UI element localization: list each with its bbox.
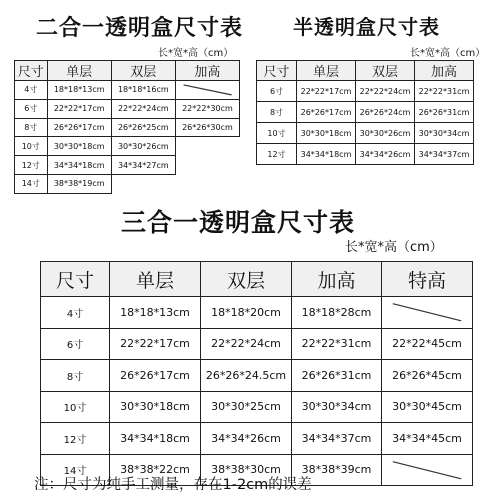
- table3-header-3: 加高: [292, 262, 382, 297]
- dimension-cell: [175, 156, 239, 175]
- table2-body: [257, 81, 474, 165]
- dimension-cell: 30*30*45cm: [382, 391, 473, 423]
- dimension-cell: 34*34*37cm: [415, 144, 474, 165]
- table3-header-0: 尺寸: [41, 262, 110, 297]
- dimension-cell: 22*22*17cm: [110, 328, 201, 360]
- empty-slash-cell: [382, 297, 473, 329]
- table2-header-0: 尺寸: [257, 61, 297, 81]
- dimension-cell: 22*22*31cm: [415, 81, 474, 102]
- dimension-cell: 26*26*45cm: [382, 360, 473, 392]
- dimension-cell: 26*26*24.5cm: [201, 360, 292, 392]
- dimension-cell: 26*26*30cm: [175, 118, 239, 137]
- size-cell: 6寸: [41, 328, 110, 360]
- dimension-cell: [175, 174, 239, 193]
- dimension-cell: 30*30*34cm: [415, 123, 474, 144]
- table2-title: 半透明盒尺寸表: [293, 15, 440, 39]
- size-cell: 6寸: [15, 99, 48, 118]
- dimension-cell: 22*22*30cm: [175, 99, 239, 118]
- size-cell: 4寸: [41, 297, 110, 329]
- table3: [40, 261, 473, 486]
- table-row: [15, 137, 240, 156]
- size-cell: 14寸: [41, 454, 110, 486]
- table3-unit: 长*宽*高（cm）: [345, 240, 443, 255]
- table-row: [257, 102, 474, 123]
- dimension-cell: [111, 174, 175, 193]
- dimension-cell: 34*34*18cm: [297, 144, 356, 165]
- size-cell: 12寸: [15, 156, 48, 175]
- dimension-cell: 26*26*17cm: [297, 102, 356, 123]
- table3-header-2: 双层: [201, 262, 292, 297]
- table2-header-1: 单层: [297, 61, 356, 81]
- table3-title: 三合一透明盒尺寸表: [121, 208, 356, 237]
- dimension-cell: 30*30*25cm: [201, 391, 292, 423]
- table2-header-2: 双层: [356, 61, 415, 81]
- dimension-cell: 34*34*18cm: [47, 156, 111, 175]
- table-row: [15, 81, 240, 100]
- size-cell: 10寸: [15, 137, 48, 156]
- table-row: [41, 423, 473, 455]
- empty-slash-cell: [382, 454, 473, 486]
- table3-header-1: 单层: [110, 262, 201, 297]
- dimension-cell: 38*38*39cm: [292, 454, 382, 486]
- diagonal-slash: [382, 297, 472, 328]
- table-row: [41, 391, 473, 423]
- table1-header-2: 双层: [111, 61, 175, 81]
- table-row: [15, 99, 240, 118]
- table1-header-0: 尺寸: [15, 61, 48, 81]
- table2-unit: 长*宽*高（cm）: [410, 48, 486, 59]
- size-cell: 8寸: [41, 360, 110, 392]
- table1: [14, 60, 240, 194]
- dimension-cell: 38*38*22cm: [110, 454, 201, 486]
- dimension-cell: 22*22*17cm: [47, 99, 111, 118]
- dimension-cell: 22*22*45cm: [382, 328, 473, 360]
- table-row: [257, 81, 474, 102]
- dimension-cell: 34*34*27cm: [111, 156, 175, 175]
- dimension-cell: 30*30*18cm: [297, 123, 356, 144]
- dimension-cell: 22*22*24cm: [111, 99, 175, 118]
- size-cell: 14寸: [15, 174, 48, 193]
- dimension-cell: [175, 137, 239, 156]
- dimension-cell: 34*34*26cm: [201, 423, 292, 455]
- dimension-cell: 26*26*31cm: [415, 102, 474, 123]
- dimension-cell: 26*26*17cm: [110, 360, 201, 392]
- dimension-cell: 34*34*37cm: [292, 423, 382, 455]
- dimension-cell: 38*38*19cm: [47, 174, 111, 193]
- table3-header-4: 特高: [382, 262, 473, 297]
- dimension-cell: 30*30*34cm: [292, 391, 382, 423]
- dimension-cell: 30*30*18cm: [110, 391, 201, 423]
- size-cell: 12寸: [41, 423, 110, 455]
- dimension-cell: 22*22*24cm: [356, 81, 415, 102]
- size-cell: 10寸: [41, 391, 110, 423]
- table1-body: [15, 81, 240, 194]
- dimension-cell: 26*26*17cm: [47, 118, 111, 137]
- dimension-cell: 18*18*28cm: [292, 297, 382, 329]
- table2: [256, 60, 474, 165]
- table-row: [257, 123, 474, 144]
- table1-unit: 长*宽*高（cm）: [158, 48, 234, 59]
- dimension-cell: 22*22*24cm: [201, 328, 292, 360]
- table1-header-3: 加高: [175, 61, 239, 81]
- size-cell: 12寸: [257, 144, 297, 165]
- table1-header-1: 单层: [47, 61, 111, 81]
- dimension-cell: 18*18*16cm: [111, 81, 175, 100]
- footnote: 注：尺寸为纯手工测量，存在1-2cm的误差: [34, 477, 312, 493]
- dimension-cell: 18*18*13cm: [47, 81, 111, 100]
- dimension-cell: 34*34*45cm: [382, 423, 473, 455]
- table2-header-3: 加高: [415, 61, 474, 81]
- diagonal-slash: [176, 81, 239, 99]
- size-cell: 6寸: [257, 81, 297, 102]
- dimension-cell: 30*30*26cm: [111, 137, 175, 156]
- table3-header-row: [41, 262, 473, 297]
- table-row: [15, 174, 240, 193]
- dimension-cell: 34*34*26cm: [356, 144, 415, 165]
- size-cell: 8寸: [257, 102, 297, 123]
- dimension-cell: 18*18*13cm: [110, 297, 201, 329]
- dimension-cell: 30*30*18cm: [47, 137, 111, 156]
- dimension-cell: 26*26*25cm: [111, 118, 175, 137]
- dimension-cell: 38*38*30cm: [201, 454, 292, 486]
- table-row: [41, 360, 473, 392]
- table1-title: 二合一透明盒尺寸表: [36, 16, 244, 41]
- table3-body: [41, 297, 473, 486]
- table-row: [257, 144, 474, 165]
- table1-header-row: [15, 61, 240, 81]
- dimension-cell: 26*26*31cm: [292, 360, 382, 392]
- dimension-cell: 22*22*31cm: [292, 328, 382, 360]
- dimension-cell: 26*26*24cm: [356, 102, 415, 123]
- dimension-cell: 22*22*17cm: [297, 81, 356, 102]
- size-cell: 4寸: [15, 81, 48, 100]
- size-cell: 10寸: [257, 123, 297, 144]
- size-cell: 8寸: [15, 118, 48, 137]
- table-row: [15, 118, 240, 137]
- table-row: [41, 328, 473, 360]
- diagonal-slash: [382, 455, 472, 486]
- table-row: [15, 156, 240, 175]
- dimension-cell: 18*18*20cm: [201, 297, 292, 329]
- empty-slash-cell: [175, 81, 239, 100]
- table-row: [41, 297, 473, 329]
- dimension-cell: 34*34*18cm: [110, 423, 201, 455]
- dimension-cell: 30*30*26cm: [356, 123, 415, 144]
- table2-header-row: [257, 61, 474, 81]
